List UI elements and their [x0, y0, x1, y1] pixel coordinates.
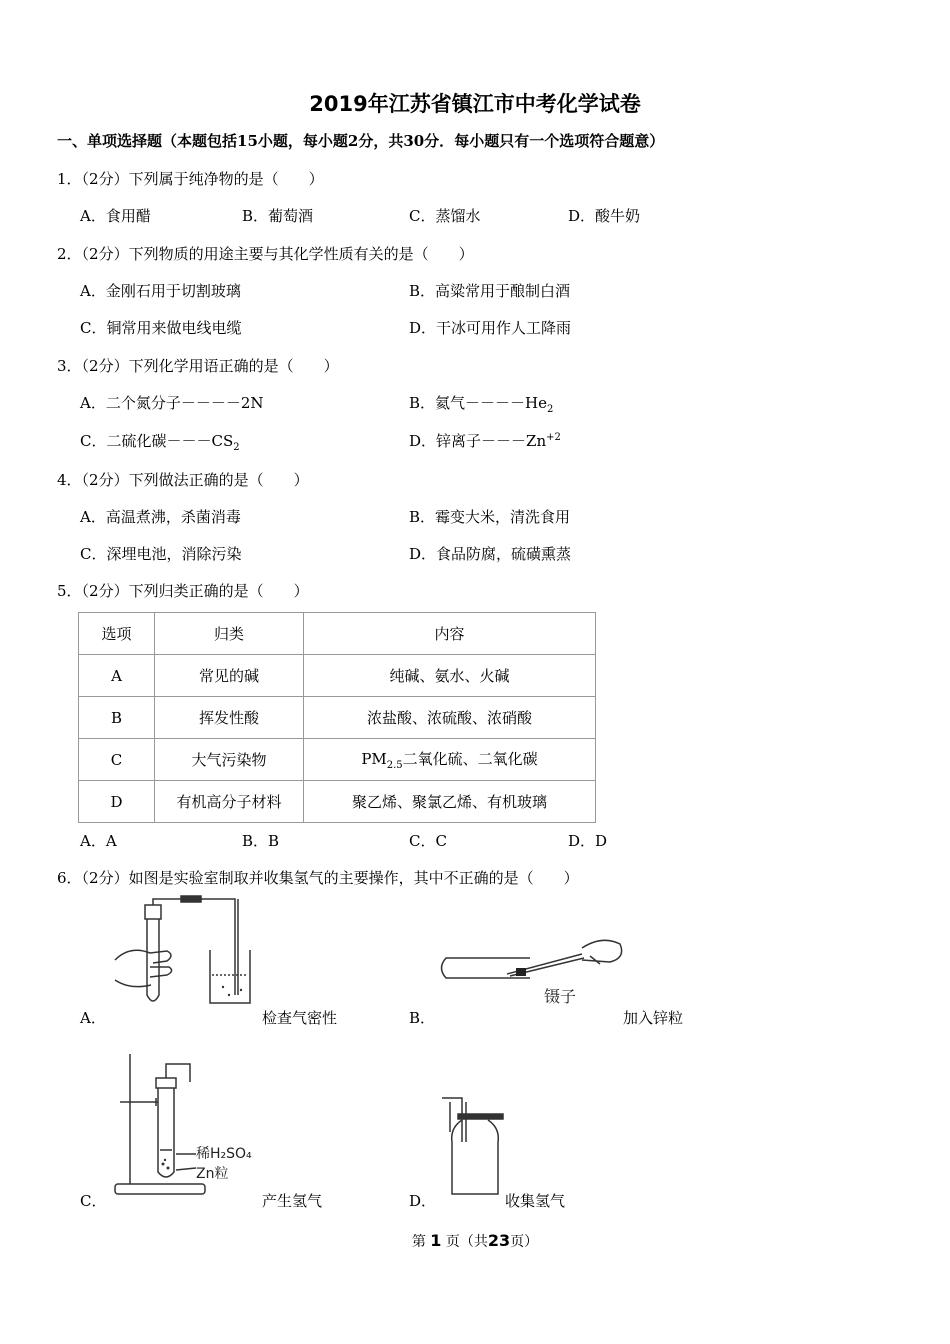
- table-cell: 大气污染物: [155, 739, 304, 781]
- table-cell: B: [79, 697, 155, 739]
- q2-option-b: B．高粱常用于酿制白酒: [409, 282, 571, 300]
- table-cell: 聚乙烯、聚氯乙烯、有机玻璃: [304, 781, 596, 823]
- question-1-stem: 1．（2分）下列属于纯净物的是（ ）: [57, 170, 324, 188]
- tweezers-label: 镊子: [544, 987, 577, 1006]
- table-cell: C: [79, 739, 155, 781]
- q2-option-d: D．干冰可用作人工降雨: [409, 319, 572, 337]
- q1-option-d: D．酸牛奶: [568, 207, 641, 225]
- table-cell: 挥发性酸: [155, 697, 304, 739]
- q5-option-b: B．B: [242, 832, 280, 850]
- q6-option-a-label: A．: [80, 1009, 106, 1027]
- page-number: 1: [430, 1231, 442, 1250]
- table-row: [79, 781, 596, 823]
- table-row: [79, 655, 596, 697]
- table-row: [79, 739, 596, 781]
- dilute-sulfuric-acid-label: 稀H₂SO₄: [196, 1146, 252, 1162]
- q6-option-b-label: B．: [409, 1009, 436, 1027]
- question-3-stem: 3．（2分）下列化学用语正确的是（ ）: [57, 357, 339, 375]
- q4-option-b: B．霉变大米，清洗食用: [409, 508, 571, 526]
- table-row: [79, 697, 596, 739]
- q6-option-c-label: C．: [80, 1192, 107, 1210]
- q1-option-b: B．葡萄酒: [242, 207, 314, 225]
- q4-option-c: C．深埋电池，消除污染: [80, 545, 242, 563]
- q6-option-d-label: D．: [409, 1192, 437, 1210]
- table-cell: 浓盐酸、浓硫酸、浓硝酸: [304, 697, 596, 739]
- table-header: 选项: [79, 613, 155, 655]
- table-cell: 有机高分子材料: [155, 781, 304, 823]
- gas-collection-figure: [440, 1092, 505, 1200]
- table-header: 内容: [304, 613, 596, 655]
- q6-option-c-caption: 产生氢气: [262, 1192, 323, 1210]
- q3-option-d: D．锌离子$---Zn^{+2}$: [409, 432, 561, 450]
- q3-option-a: A．二个氮分子－－－－2N: [80, 394, 264, 412]
- zinc-granule-icon: [516, 968, 526, 976]
- page-title: 2019年江苏省镇江市中考化学试卷: [309, 92, 641, 116]
- adding-zinc-figure: [432, 930, 627, 1010]
- q3-option-b: B．氦气$----He_2$: [409, 394, 554, 415]
- hydrogen-generation-figure: [110, 1050, 270, 1200]
- classification-table: [78, 612, 596, 823]
- table-header: 归类: [155, 613, 304, 655]
- zinc-granules-label: Zn粒: [196, 1166, 229, 1182]
- q5-option-d: D．D: [568, 832, 608, 850]
- table-cell: 常见的碱: [155, 655, 304, 697]
- q6-option-a-caption: 检查气密性: [262, 1009, 338, 1027]
- q1-option-a: A．食用醋: [80, 207, 151, 225]
- airtightness-check-figure: [105, 895, 255, 1010]
- table-cell: 纯碱、氨水、火碱: [304, 655, 596, 697]
- q5-option-a: A．A: [80, 832, 117, 850]
- q3-option-c: C．二硫化碳$---CS_2$: [80, 432, 240, 453]
- q2-option-a: A．金刚石用于切割玻璃: [80, 282, 241, 300]
- q5-option-c: C．C: [409, 832, 447, 850]
- question-6-stem: 6．（2分）如图是实验室制取并收集氢气的主要操作，其中不正确的是（ ）: [57, 869, 579, 887]
- q1-option-c: C．蒸馏水: [409, 207, 481, 225]
- page-footer: 第 1 页（共23页）: [411, 1231, 539, 1250]
- table-cell: $PM_{2.5}$二氧化硫、二氧化碳: [304, 739, 596, 781]
- section-heading: 一、单项选择题（本题包括15小题，每小题2分，共30分．每小题只有一个选项符合题意）: [57, 132, 665, 150]
- q6-option-b-caption: 加入锌粒: [623, 1009, 684, 1027]
- question-5-stem: 5．（2分）下列归类正确的是（ ）: [57, 582, 309, 600]
- total-pages: 23: [487, 1231, 511, 1250]
- q6-option-d-caption: 收集氢气: [505, 1192, 566, 1210]
- q2-option-c: C．铜常用来做电线电缆: [80, 319, 242, 337]
- table-cell: D: [79, 781, 155, 823]
- q4-option-a: A．高温煮沸，杀菌消毒: [80, 508, 241, 526]
- question-2-stem: 2．（2分）下列物质的用途主要与其化学性质有关的是（ ）: [57, 245, 474, 263]
- q4-option-d: D．食品防腐，硫磺熏蒸: [409, 545, 572, 563]
- table-header-row: [79, 613, 596, 655]
- question-4-stem: 4．（2分）下列做法正确的是（ ）: [57, 471, 309, 489]
- table-cell: A: [79, 655, 155, 697]
